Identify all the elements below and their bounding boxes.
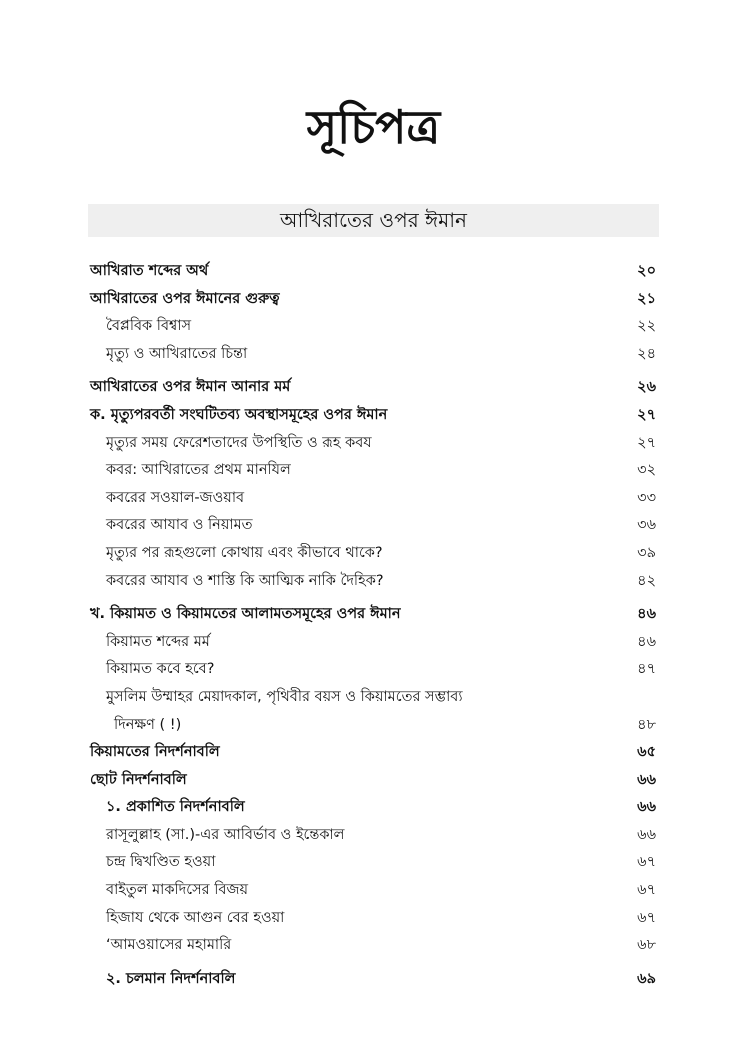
- toc-entry[interactable]: [90, 601, 656, 629]
- toc-entry-page: ২১: [637, 290, 656, 307]
- toc-entry[interactable]: [90, 684, 656, 739]
- toc-entry-page: ৬৬: [637, 826, 656, 843]
- toc-entry-page: ৬৬: [637, 771, 656, 788]
- toc-entry[interactable]: [90, 313, 656, 341]
- toc-entry-page: ৪৮: [637, 716, 656, 733]
- toc-entry-page: ৪৭: [637, 661, 656, 678]
- toc-entry[interactable]: [90, 629, 656, 657]
- toc-entry-label-continuation: দিনক্ষণ ( !): [114, 716, 182, 733]
- toc-entry-page: ২৬: [637, 379, 656, 396]
- toc-entry-label: মৃত্যুর পর রূহগুলো কোথায় এবং কীভাবে থাকে?: [106, 544, 383, 561]
- toc-entry-label: কিয়ামত শব্দের মর্ম: [106, 633, 210, 650]
- toc-entry-label: কিয়ামত কবে হবে?: [106, 661, 215, 678]
- toc-entry-page: ৬৫: [637, 744, 656, 761]
- toc-entry-page: ৩৩: [637, 489, 656, 506]
- toc-entry[interactable]: [90, 430, 656, 458]
- toc-entry-label: ক. মৃত্যুপরবর্তী সংঘটিতব্য অবস্থাসমূহের ওপর ঈমান: [90, 406, 388, 423]
- toc-entry[interactable]: [90, 767, 656, 795]
- toc-entry-label: রাসূলুল্লাহ (সা.)-এর আবির্ভাব ও ইন্তেকাল: [106, 826, 345, 843]
- toc-entry-label: ‘আমওয়াসের মহামারি: [106, 937, 232, 954]
- toc-entry-page: ২৭: [637, 434, 656, 451]
- toc-entry-label: ২. চলমান নিদর্শনাবলি: [106, 970, 236, 987]
- toc-entry-label: ১. প্রকাশিত নিদর্শনাবলি: [106, 799, 245, 816]
- toc-entry-label: আখিরাত শব্দের অর্থ: [90, 263, 209, 279]
- toc-entry-page: ৬৭: [637, 882, 656, 899]
- toc-entry[interactable]: [90, 739, 656, 767]
- toc-entry-page: ২২: [637, 318, 656, 335]
- toc-entry[interactable]: [90, 512, 656, 540]
- toc-entry[interactable]: [90, 656, 656, 684]
- section-heading: আখিরাতের ওপর ঈমান: [88, 204, 659, 237]
- toc-entry-label: মৃত্যু ও আখিরাতের চিন্তা: [106, 345, 248, 362]
- toc-entry-label: কবরের আযাব ও শাস্তি কি আত্মিক নাকি দৈহিক?: [106, 572, 384, 589]
- toc-entry-label: মৃত্যুর সময় ফেরেশতাদের উপস্থিতি ও রূহ কবয: [106, 434, 372, 451]
- toc-entry-page: ৩৯: [637, 544, 656, 561]
- toc-entry-page: ৪৬: [637, 606, 656, 623]
- toc-entry-page: ৪৬: [637, 633, 656, 650]
- toc-entry[interactable]: [90, 877, 656, 905]
- toc-entry[interactable]: [90, 485, 656, 513]
- toc-entry[interactable]: [90, 966, 656, 994]
- toc-entry[interactable]: [90, 822, 656, 850]
- toc-entry[interactable]: [90, 905, 656, 933]
- toc-entry-label: খ. কিয়ামত ও কিয়ামতের আলামতসমূহের ওপর ঈমান: [90, 606, 401, 623]
- toc-entry-label: কবরের আযাব ও নিয়ামত: [106, 517, 253, 534]
- toc-entry[interactable]: [90, 258, 656, 286]
- toc-entry[interactable]: [90, 341, 656, 369]
- toc-entry[interactable]: [90, 457, 656, 485]
- toc-entry-page: ৪২: [637, 572, 656, 589]
- toc-entry[interactable]: [90, 540, 656, 568]
- toc-entry-page: ৬৮: [637, 937, 656, 954]
- toc-entry[interactable]: [90, 402, 656, 430]
- toc-entry[interactable]: [90, 932, 656, 960]
- toc-entry-page: ২০: [637, 263, 656, 279]
- page-title: সূচিপত্র: [306, 100, 441, 154]
- toc-entry-page: ৩৬: [637, 517, 656, 534]
- toc-entry-label: আখিরাতের ওপর ঈমান আনার মর্ম: [90, 379, 291, 396]
- toc-entry-label: বাইতুল মাকদিসের বিজয়: [106, 882, 248, 899]
- toc-entry-label: মুসলিম উম্মাহর মেয়াদকাল, পৃথিবীর বয়স ও কিয়ামতের সম্ভাব্য: [106, 688, 463, 705]
- toc-entry-label: বৈপ্লবিক বিশ্বাস: [106, 318, 192, 335]
- toc-entry-page: ২৪: [637, 345, 656, 362]
- toc-entry-label: কবর: আখিরাতের প্রথম মানযিল: [106, 462, 291, 479]
- toc-entry[interactable]: [90, 794, 656, 822]
- toc-entry-page: ৬৭: [637, 854, 656, 871]
- toc-entry-page: ৬৯: [637, 970, 656, 987]
- toc-entry-page: ২৭: [637, 406, 656, 423]
- toc-entry[interactable]: [90, 374, 656, 402]
- toc-entry-page: ৩২: [637, 462, 656, 479]
- toc-entry[interactable]: [90, 568, 656, 596]
- toc-entry-label: আখিরাতের ওপর ঈমানের গুরুত্ব: [90, 290, 280, 307]
- toc-entry-page: ৬৭: [637, 909, 656, 926]
- toc-entry-label: হিজায থেকে আগুন বের হওয়া: [106, 909, 285, 926]
- toc-entry-page: ৬৬: [637, 799, 656, 816]
- toc-entry-label: কবরের সওয়াল-জওয়াব: [106, 489, 245, 506]
- table-of-contents: [90, 258, 656, 993]
- toc-entry-label: ছোট নিদর্শনাবলি: [90, 771, 187, 788]
- toc-entry[interactable]: [90, 849, 656, 877]
- toc-entry-label: কিয়ামতের নিদর্শনাবলি: [90, 744, 220, 761]
- toc-entry-label: চন্দ্র দ্বিখণ্ডিত হওয়া: [106, 854, 216, 871]
- toc-entry[interactable]: [90, 286, 656, 314]
